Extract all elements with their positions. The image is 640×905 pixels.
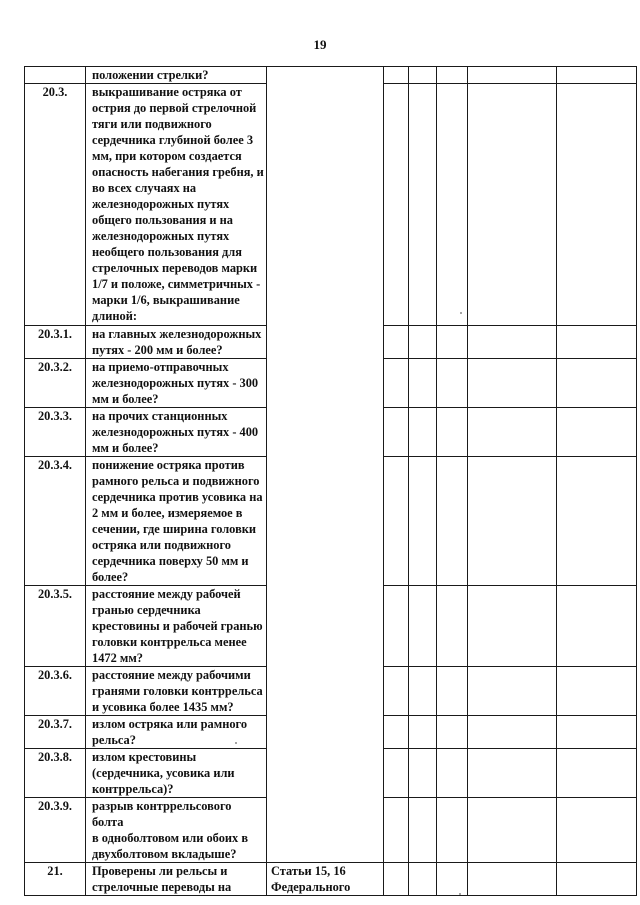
empty-cell: [409, 457, 437, 586]
item-number: 20.3.: [25, 84, 86, 326]
empty-cell: [437, 863, 468, 896]
empty-cell: [468, 749, 557, 798]
empty-cell: [384, 326, 409, 359]
empty-cell: [384, 359, 409, 408]
empty-cell: [409, 84, 437, 326]
empty-cell: [557, 67, 637, 84]
empty-cell: [384, 863, 409, 896]
empty-cell: [437, 457, 468, 586]
empty-cell: [437, 716, 468, 749]
item-description: выкрашивание остряка от острия до первой стрелочной тяги или подвижного сердечника глубиной более 3 мм, при котором создается опасность набегания гребня, и во всех случаях на железнодорожных путях общего пользования и на железнодорожных путях необщего пользования для стрелочных переводов марки 1/7 и положе, симметричных - марки 1/6, выкрашивание длиной:: [86, 84, 267, 326]
empty-cell: [468, 408, 557, 457]
item-number: 20.3.3.: [25, 408, 86, 457]
inspection-table: [24, 66, 637, 896]
item-description: на прочих станционных железнодорожных путях - 400 мм и более?: [86, 408, 267, 457]
empty-cell: [409, 359, 437, 408]
item-description: положении стрелки?: [86, 67, 267, 84]
empty-cell: [468, 667, 557, 716]
empty-cell: [557, 798, 637, 863]
item-description: Проверены ли рельсы и стрелочные переводы на: [86, 863, 267, 896]
item-description: на главных железнодорожных путях - 200 мм и более?: [86, 326, 267, 359]
item-number: 20.3.7.: [25, 716, 86, 749]
empty-cell: [409, 586, 437, 667]
empty-cell: [468, 798, 557, 863]
empty-cell: [468, 84, 557, 326]
empty-cell: [384, 67, 409, 84]
empty-cell: [557, 326, 637, 359]
empty-cell: [468, 457, 557, 586]
empty-cell: [409, 863, 437, 896]
empty-cell: [384, 457, 409, 586]
empty-cell: [384, 716, 409, 749]
item-description: понижение остряка против рамного рельса и подвижного сердечника против усовика на 2 мм и более, измеряемое в сечении, где ширина головки остряка или подвижного сердечника поверху 50 мм и более?: [86, 457, 267, 586]
empty-cell: [409, 749, 437, 798]
empty-cell: [409, 667, 437, 716]
item-number: 21.: [25, 863, 86, 896]
empty-cell: [384, 586, 409, 667]
empty-cell: [437, 667, 468, 716]
page-number: 19: [313, 37, 327, 52]
item-description: разрыв контррельсового болта в одноболтовом или обоих в двухболтовом вкладыше?: [86, 798, 267, 863]
item-description: расстояние между рабочими гранями головки контррельса и усовика более 1435 мм?: [86, 667, 267, 716]
table-row: [25, 67, 637, 84]
empty-cell: [468, 863, 557, 896]
item-number: 20.3.2.: [25, 359, 86, 408]
empty-cell: [557, 716, 637, 749]
empty-cell: [437, 408, 468, 457]
empty-cell: [409, 798, 437, 863]
empty-cell: [384, 749, 409, 798]
empty-cell: [384, 667, 409, 716]
scan-speck: [235, 742, 237, 744]
empty-cell: [468, 716, 557, 749]
empty-cell: [557, 408, 637, 457]
empty-cell: [468, 586, 557, 667]
table-row: [25, 863, 637, 896]
empty-cell: [437, 67, 468, 84]
item-number: 20.3.9.: [25, 798, 86, 863]
empty-cell: [557, 749, 637, 798]
empty-cell: [468, 359, 557, 408]
item-description: на приемо-отправочных железнодорожных путях - 300 мм и более?: [86, 359, 267, 408]
empty-cell: [384, 84, 409, 326]
empty-cell: [409, 67, 437, 84]
empty-cell: [468, 326, 557, 359]
item-description: излом остряка или рамного рельса?: [86, 716, 267, 749]
empty-cell: [557, 667, 637, 716]
law-reference-cell: [267, 67, 384, 863]
empty-cell: [437, 798, 468, 863]
empty-cell: [384, 798, 409, 863]
scan-speck: [460, 312, 462, 314]
item-number: 20.3.4.: [25, 457, 86, 586]
item-number: [25, 67, 86, 84]
item-description: расстояние между рабочей гранью сердечника крестовины и рабочей гранью головки контррельса менее 1472 мм?: [86, 586, 267, 667]
law-reference: Статьи 15, 16 Федерального: [267, 863, 384, 896]
empty-cell: [384, 408, 409, 457]
empty-cell: [468, 67, 557, 84]
empty-cell: [557, 84, 637, 326]
empty-cell: [557, 359, 637, 408]
scan-speck: [459, 893, 461, 895]
empty-cell: [557, 457, 637, 586]
empty-cell: [437, 749, 468, 798]
item-number: 20.3.5.: [25, 586, 86, 667]
empty-cell: [409, 408, 437, 457]
empty-cell: [557, 863, 637, 896]
item-number: 20.3.8.: [25, 749, 86, 798]
empty-cell: [437, 326, 468, 359]
empty-cell: [409, 716, 437, 749]
empty-cell: [437, 359, 468, 408]
empty-cell: [437, 586, 468, 667]
empty-cell: [409, 326, 437, 359]
item-description: излом крестовины (сердечника, усовика или контррельса)?: [86, 749, 267, 798]
item-number: 20.3.1.: [25, 326, 86, 359]
empty-cell: [557, 586, 637, 667]
empty-cell: [437, 84, 468, 326]
item-number: 20.3.6.: [25, 667, 86, 716]
